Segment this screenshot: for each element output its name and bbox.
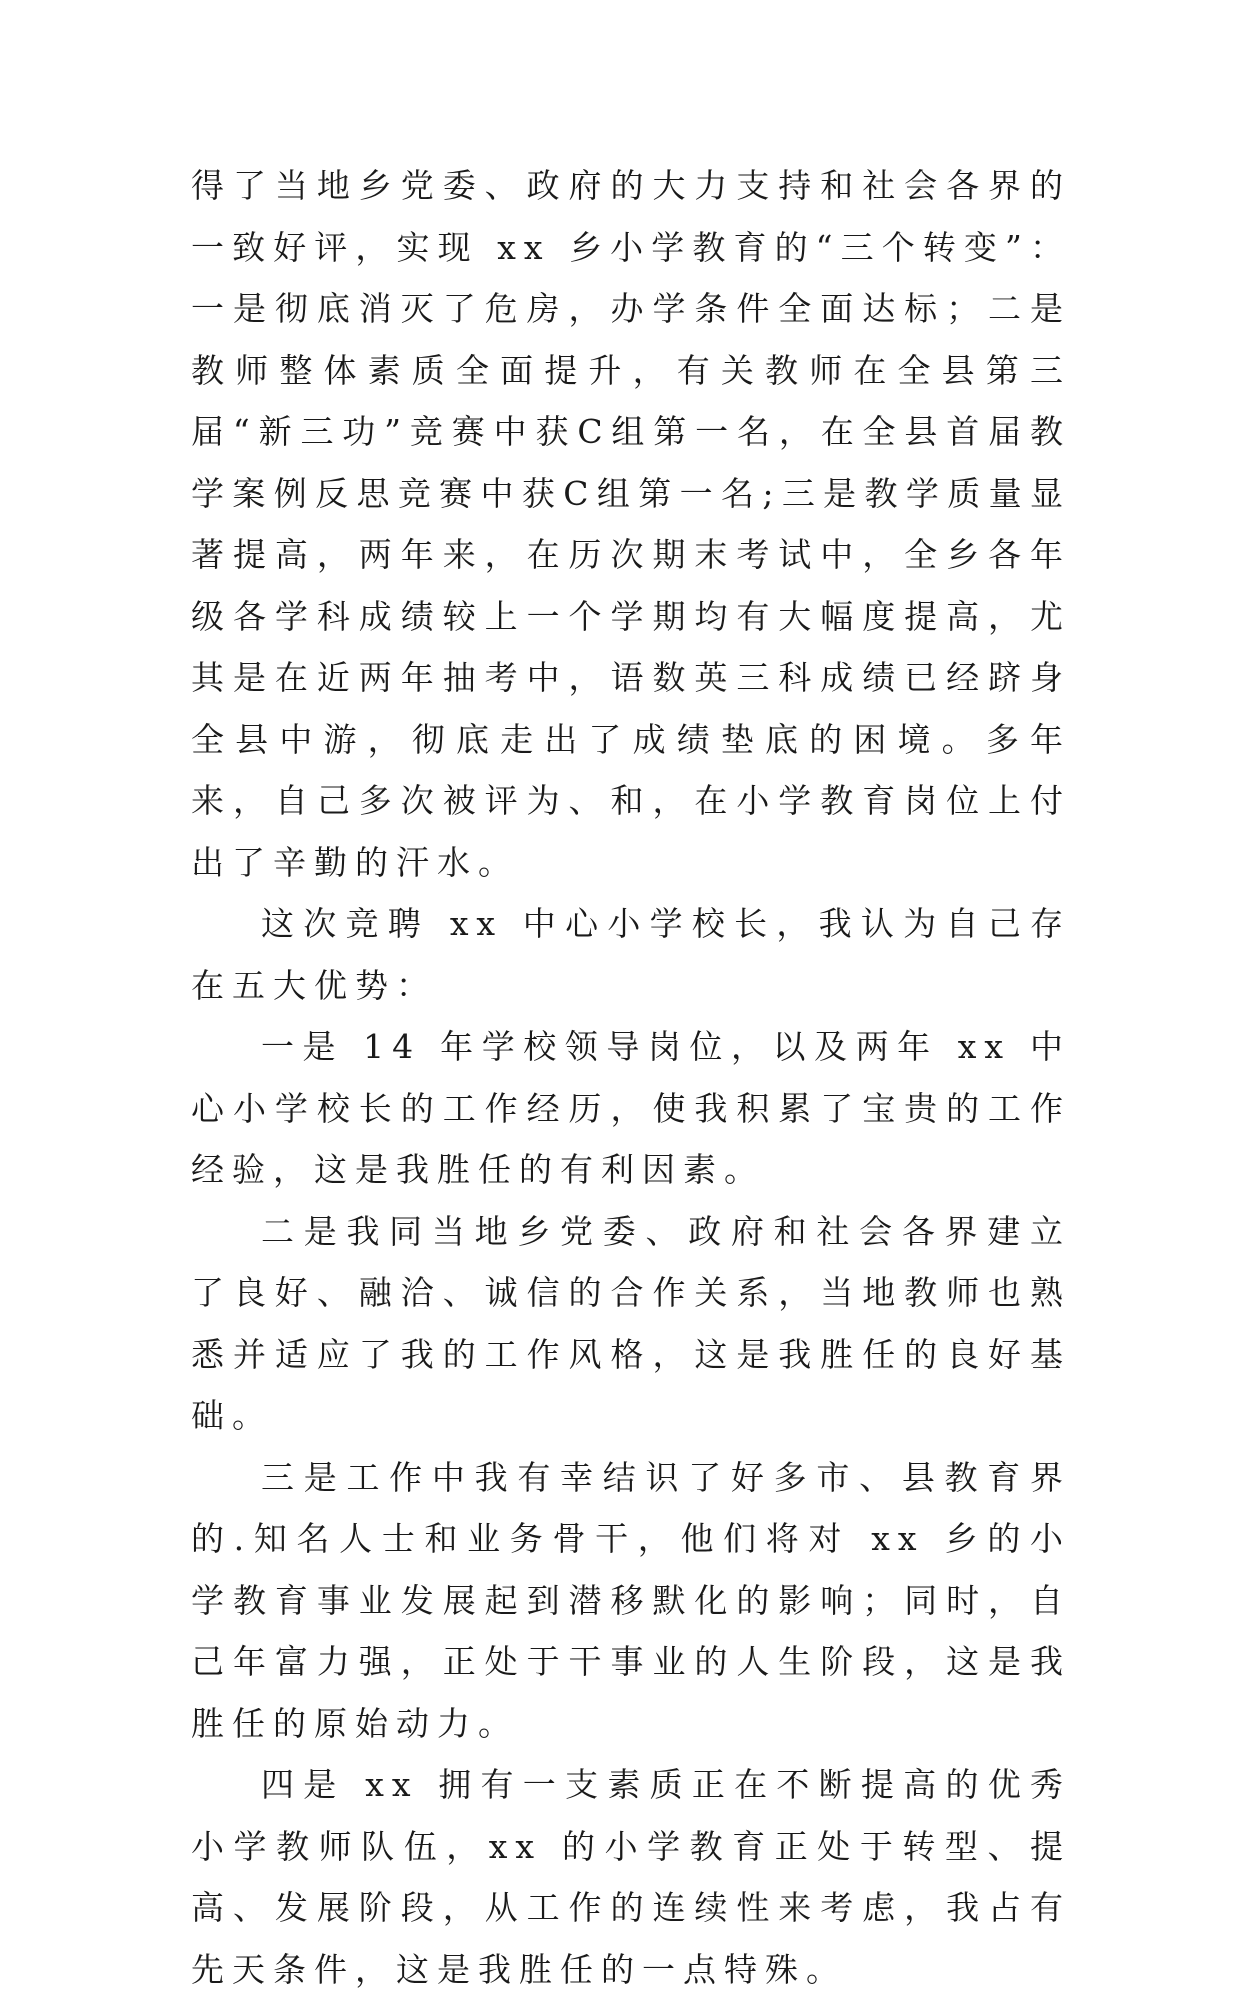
paragraph-advantage-1: 一是 14 年学校领导岗位，以及两年 xx 中心小学校长的工作经历，使我积累了宝贵的工作经验，这是我胜任的有利因素。 [191,1027,1071,1189]
document-body [191,155,1071,2000]
paragraph-continuation: 得了当地乡党委、政府的大力支持和社会各界的一致好评，实现 xx 乡小学教育的“三个转变”：一是彻底消灭了危房，办学条件全面达标；二是教师整体素质全面提升，有关教师在全县第三届“新三功”竞赛中获C组第一名，在全县首届教学案例反思竞赛中获C组第一名;三是教学质量显著提高，两年来，在历次期末考试中，全乡各年级各学科成绩较上一个学期均有大幅度提高，尤其是在近两年抽考中，语数英三科成绩已经跻身全县中游，彻底走出了成绩垫底的困境。多年来，自己多次被评为、和，在小学教育岗位上付出了辛勤的汗水。 [191,166,1071,882]
paragraph-advantage-3: 三是工作中我有幸结识了好多市、县教育界的.知名人士和业务骨干，他们将对 xx 乡的小学教育事业发展起到潜移默化的影响；同时，自己年富力强，正处于干事业的人生阶段，这是我胜任的原始动力。 [191,1457,1071,1743]
paragraph-advantages-intro: 这次竞聘 xx 中心小学校长，我认为自己存在五大优势： [191,904,1071,1005]
paragraph-advantage-2: 二是我同当地乡党委、政府和社会各界建立了良好、融洽、诚信的合作关系，当地教师也熟悉并适应了我的工作风格，这是我胜任的良好基础。 [191,1211,1071,1435]
paragraph-advantage-4: 四是 xx 拥有一支素质正在不断提高的优秀小学教师队伍，xx 的小学教育正处于转型、提高、发展阶段，从工作的连续性来考虑，我占有先天条件，这是我胜任的一点特殊。 [191,1765,1071,1989]
